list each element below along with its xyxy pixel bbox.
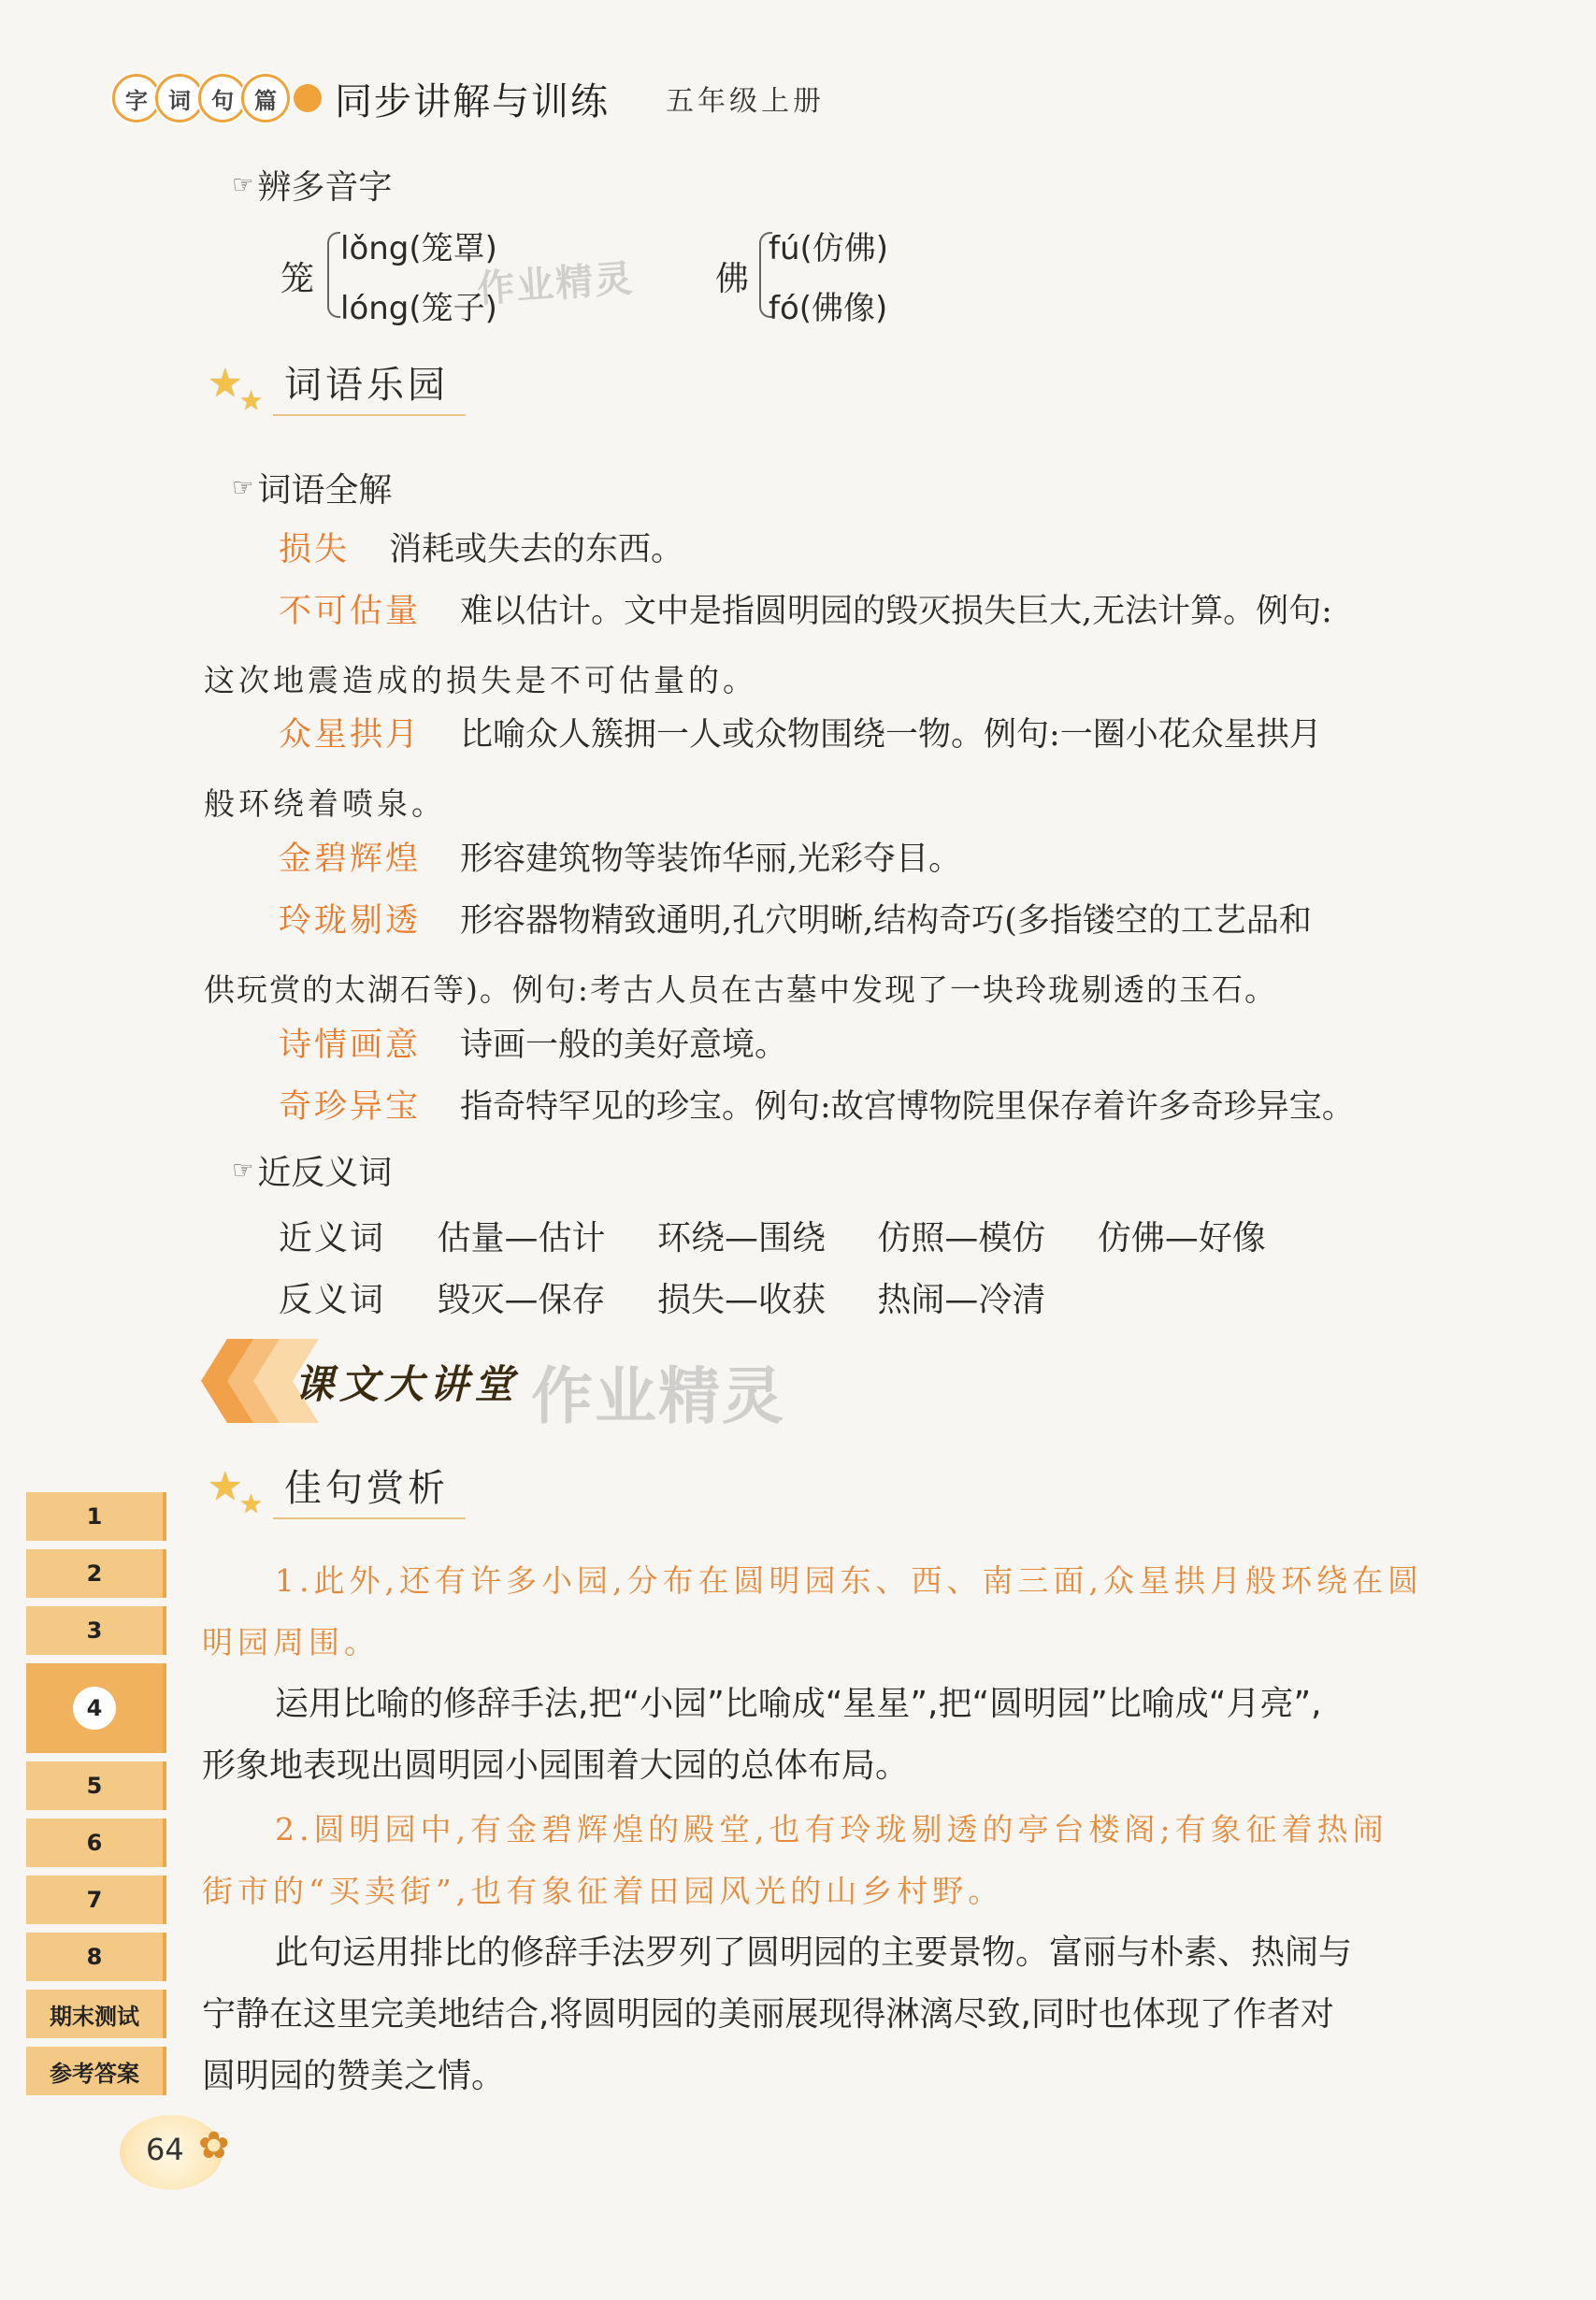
analysis-text: 圆明园的赞美之情。 [202,2057,506,2095]
word-term: 金碧辉煌 [279,841,422,878]
synonym-row [279,1212,1307,1259]
word-definition-cont: 供玩赏的太湖石等)。例句:考古人员在古墓中发现了一块玲珑剔透的玉石。 [204,971,1277,1008]
example-sentence: 2.圆明园中,有金碧辉煌的殿堂,也有玲珑剔透的亭台楼阁;有象征着热闹 [275,1811,1388,1847]
word-definition: 形容建筑物等装饰华丽,光彩夺目。 [460,841,962,878]
word-entry [279,519,683,581]
example-sentence: 明园周围。 [202,1624,380,1660]
pointing-hand-icon: ☞ [232,1156,254,1185]
synonym-pair: 仿佛—好像 [1097,1219,1266,1258]
section-heading-sentences [208,1459,466,1519]
synonym-pair: 环绕—围绕 [656,1219,826,1258]
antonym-row [279,1273,1086,1321]
antonym-pair: 毁灭—保存 [437,1281,606,1319]
polyphone-heading: ☞ 辨多音字 [232,168,393,207]
star-icon: ★ ★ [208,360,264,416]
word-definition: 比喻众人簇拥一人或众物围绕一物。例句:一圈小花众星拱月 [460,716,1322,754]
grade-label: 五年级上册 [666,85,825,118]
analysis-text: 形象地表现出圆明园小园围着大园的总体布局。 [202,1747,910,1785]
tab-unit-3[interactable]: 3 [26,1606,166,1655]
word-entry [279,828,961,890]
logo-badge: 句 [198,74,247,122]
example-sentence: 1.此外,还有许多小园,分布在圆明园东、西、南三面,众星拱月般环绕在圆 [275,1562,1423,1599]
word-term: 不可估量 [279,593,422,630]
banner-title: 课文大讲堂 [295,1361,520,1407]
logo-badge: 字 [112,74,161,122]
watermark: 作业精灵 [531,1360,785,1432]
analysis-text: 宁静在这里完美地结合,将圆明园的美丽展现得淋漓尽致,同时也体现了作者对 [202,1995,1334,2034]
synonym-label: 近义词 [279,1219,386,1258]
book-title: 同步讲解与训练 [335,79,610,123]
logo-dot [294,84,322,112]
tab-final-test[interactable]: 期末测试 [26,1990,166,2038]
brace [327,232,340,318]
word-definition: 消耗或失去的东西。 [389,531,684,568]
page-header [112,65,825,131]
example-sentence: 街市的“买卖街”,也有象征着田园风光的山乡村野。 [202,1873,1004,1909]
syn-ant-heading: ☞ 近反义词 [232,1154,393,1192]
antonym-pair: 损失—收获 [656,1281,826,1319]
polyphone-char: 佛 [715,260,750,298]
word-definition-cont: 这次地震造成的损失是不可估量的。 [204,662,757,698]
section-title: 词语乐园 [273,355,466,416]
section-heading-words [208,355,466,416]
pinyin-reading: lóng(笼子) [340,290,497,327]
word-definition: 难以估计。文中是指圆明园的毁灭损失巨大,无法计算。例句: [460,593,1332,630]
antonym-label: 反义词 [279,1281,386,1319]
logo-badge: 词 [155,74,204,122]
tab-unit-6[interactable]: 6 [26,1818,166,1867]
word-term: 众星拱月 [279,716,422,754]
pinyin-reading: fó(佛像) [769,290,888,327]
watermark: 作业精灵 [475,257,636,311]
tab-unit-7[interactable]: 7 [26,1876,166,1924]
word-entry [279,1076,1355,1138]
word-definition-cont: 般环绕着喷泉。 [204,785,446,822]
pointing-hand-icon: ☞ [232,473,254,502]
word-entry [279,704,1322,766]
page-number: 64 [146,2132,184,2167]
tab-unit-4[interactable]: 4 [26,1663,166,1753]
chapter-tabs [26,1492,166,2104]
word-term: 诗情画意 [279,1027,422,1064]
antonym-pair: 热闹—冷清 [877,1281,1046,1319]
word-term: 损失 [279,531,351,568]
star-icon: ★ ★ [208,1463,264,1519]
pinyin-reading: lǒng(笼罩) [340,230,497,267]
butterfly-icon: ✿ [198,2124,230,2167]
word-term: 玲珑剔透 [279,902,422,940]
word-entry [279,581,1332,642]
tab-unit-1[interactable]: 1 [26,1492,166,1541]
polyphone-char: 笼 [280,260,315,298]
word-entry [279,1014,787,1076]
pinyin-reading: fú(仿佛) [769,230,889,267]
synonym-pair: 估量—估计 [437,1219,606,1258]
word-definition: 形容器物精致通明,孔穴明晰,结构奇巧(多指镂空的工艺品和 [460,902,1312,940]
tab-unit-2[interactable]: 2 [26,1549,166,1598]
tab-answers[interactable]: 参考答案 [26,2047,166,2095]
word-definition: 指奇特罕见的珍宝。例句:故宫博物院里保存着许多奇珍异宝。 [460,1088,1355,1126]
analysis-text: 运用比喻的修辞手法,把“小园”比喻成“星星”,把“圆明园”比喻成“月亮”, [275,1685,1322,1723]
word-entry [279,890,1312,952]
tab-unit-5[interactable]: 5 [26,1761,166,1810]
pointing-hand-icon: ☞ [232,170,254,199]
synonym-pair: 仿照—模仿 [877,1219,1046,1258]
word-definition: 诗画一般的美好意境。 [460,1027,788,1064]
lesson-banner [201,1339,556,1423]
analysis-text: 此句运用排比的修辞手法罗列了圆明园的主要景物。富丽与朴素、热闹与 [275,1933,1353,1972]
word-term: 奇珍异宝 [279,1088,422,1126]
series-logo [112,74,335,122]
logo-badge: 篇 [241,74,290,122]
tab-unit-8[interactable]: 8 [26,1933,166,1981]
word-explain-heading: ☞ 词语全解 [232,471,393,510]
section-title: 佳句赏析 [273,1459,466,1519]
